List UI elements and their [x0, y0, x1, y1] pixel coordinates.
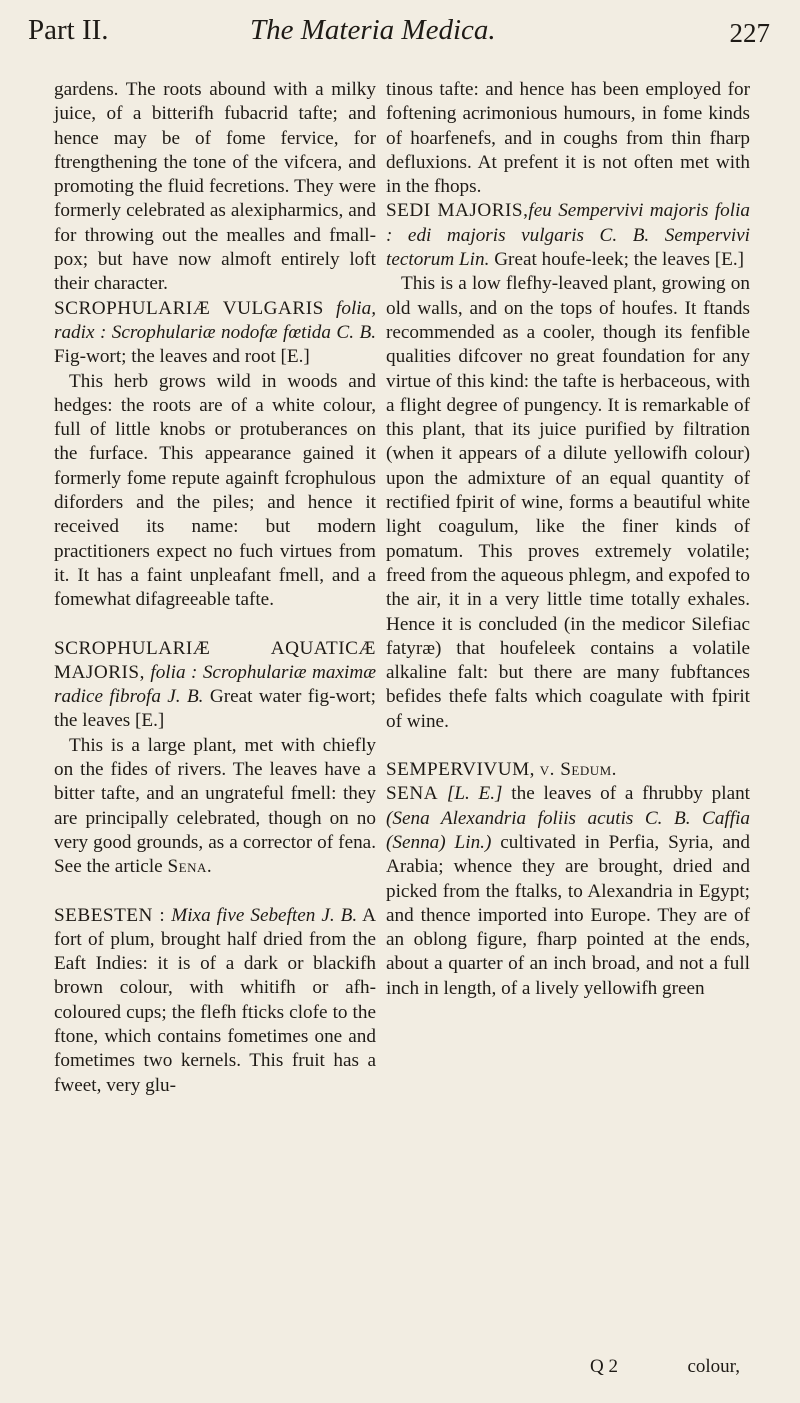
headword: SEBESTEN :	[54, 904, 166, 926]
latin-name: feu Sempervivi majoris folia : edi majoris vulgaris C. B. Sempervivi tectorum Lin.	[386, 200, 750, 271]
intro-text: the leaves of a fhrubby plant	[511, 783, 751, 805]
latin-name: (Sena Alexandria foliis acutis C. B. Caffia (Senna) Lin.)	[386, 807, 750, 853]
latin-name: folia : Scrophulariæ maximæ radice fibrofa J. B.	[54, 661, 376, 708]
entry-scrophularia-vulgaris	[54, 297, 376, 370]
pharmacopoeia-code: [L. E.]	[446, 783, 503, 805]
entry-sempervivum	[386, 758, 750, 782]
latin-name: Mixa five Sebeften J. B.	[171, 904, 358, 926]
english-name: Fig-wort; the leaves and root [E.]	[54, 346, 310, 368]
continuation-paragraph: tinous tafte: and hence has been employed for foftening acrimonious humours, in fome kinds of hoarfenefs, and in coughs from thin fharp defluxions. At prefent it is not often met with in the fhops.	[386, 79, 750, 198]
body-text: This is a large plant, met with chiefly on the fides of rivers. The leaves have a bitter tafte, and an ungrateful fmell: they are principally celebrated, though on no very good grounds, as a corrector of fena. See the article	[54, 734, 376, 878]
cross-reference: v. Sedum.	[539, 759, 617, 781]
english-name: Great houfe-leek; the leaves [E.]	[494, 249, 745, 271]
left-column	[54, 78, 376, 1098]
entry-sena	[386, 782, 750, 1001]
entry-body: This is a low flefhy-leaved plant, growing on old walls, and on the tops of houfes. It ftands recommended as a cooler, though its fenfible qualities difcover no great foundation for any virtue of this kind: the tafte is herbaceous, with a flight degree of pungency. It is remarkable of this plant, that its juice purified by filtration (when it appears of a dilute yellowifh colour) upon the admixture of an equal quantity of rectified fpirit of wine, forms a beautiful white light coagulum, like the finer kinds of pomatum. This proves extremely volatile; freed from the aqueous phlegm, and expofed to the air, it in a very little time totally exhales. Hence it is concluded (in the medicor Silefiac fatyræ) that houfeleek contains a volatile alkaline falt: but there are many fubftances befides thefe falts which coagulate with fpirit of wine.	[386, 273, 750, 732]
right-column	[386, 78, 750, 1001]
body-text: A fort of plum, brought half dried from the Eaft Indies: it is of a dark or blackifh brown colour, with whitifh or afh-coloured cups; the flefh fticks clofe to the ftone, which contains fometimes one and fometimes two kernels. This fruit has a fweet, very glu-	[54, 904, 376, 1096]
running-header	[28, 14, 770, 64]
headword: SEDI MAJORIS,	[386, 200, 529, 222]
headword: SCROPHULARIÆ VULGARIS	[54, 297, 324, 319]
signature-mark: Q 2	[590, 1356, 618, 1377]
headword: SEMPERVIVUM,	[386, 759, 535, 781]
entry-body	[54, 734, 376, 880]
entry-body: This herb grows wild in woods and hedges: the roots are of a white colour, full of little knobs or protuberances on the furface. This appearance gained it formerly fome repute againft fcrophulous diforders and the piles; and hence it received its name: but modern practitioners expect no fuch virtues from it. It has a faint unpleafant fmell, and a fomewhat difagreeable tafte.	[54, 370, 376, 611]
entry-sedum-majus	[386, 199, 750, 272]
latin-name: folia, radix : Scrophulariæ nodofæ fœtida C. B.	[54, 297, 376, 343]
body-text: cultivated in Perfia, Syria, and Arabia; whence they are brought, dried and picked from the ftalks, to Alexandria in Egypt; and thence imported into Europe. They are of an oblong figure, fharp pointed at the ends, about a quarter of an inch broad, and not a full inch in length, of a lively yellowifh green	[386, 831, 750, 999]
headword: SENA	[386, 783, 439, 805]
continuation-paragraph: gardens. The roots abound with a milky juice, of a bitterifh fubacrid tafte; and hence may be of fome fervice, for ftrengthening the tone of the vifcera, and promoting the fluid fecretions. They were formerly celebrated as alexipharmics, and for throwing out the mealles and fmall-pox; but have now almoft entirely loft their character.	[54, 79, 376, 295]
entry-sebesten	[54, 904, 376, 1098]
english-name: Great water fig-wort; the leaves [E.]	[54, 686, 376, 732]
entry-scrophularia-aquatica	[54, 637, 376, 734]
headword: SCROPHULARIÆ AQUATICÆ MAJORIS,	[54, 637, 376, 683]
page-number: 227	[729, 18, 770, 48]
running-title: The Materia Medica.	[250, 14, 496, 46]
catchword: colour,	[687, 1356, 740, 1377]
part-label: Part II.	[28, 14, 109, 46]
cross-reference: Sena.	[167, 856, 213, 878]
